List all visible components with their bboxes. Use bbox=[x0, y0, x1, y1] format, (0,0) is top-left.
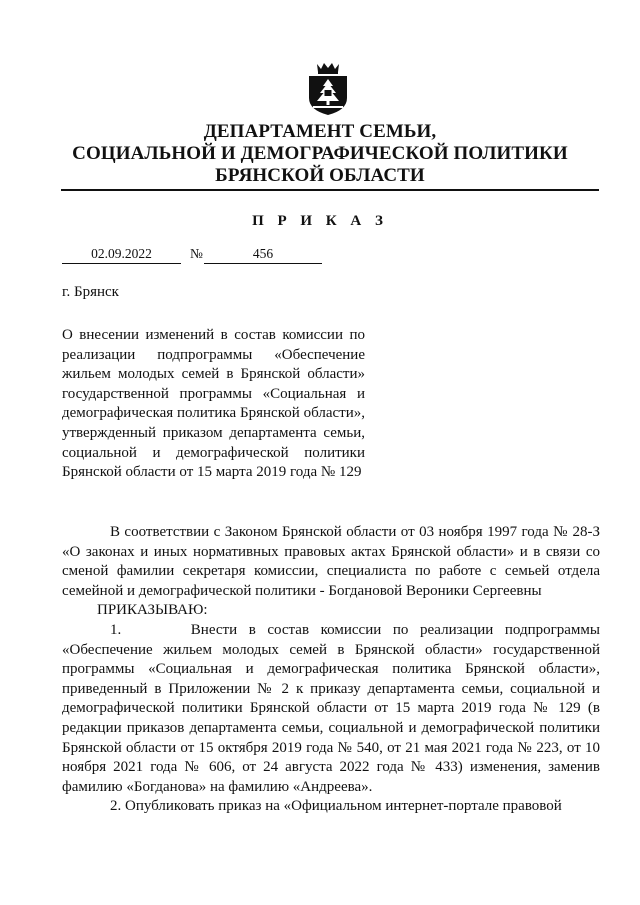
order-subject: О внесении изменений в состав комиссии по реализации подпрограммы «Обеспечение жильем молодых семей в Брянской области» государственной программы «Социальная и демографическая политика Брянской области», утвержденный приказом департамента семьи, социальной и демографической политики Брянской области от 15 марта 2019 года № 129 bbox=[62, 327, 365, 481]
preamble-paragraph: В соответствии с Законом Брянской области от 03 ноября 1997 года № 28-З «О законах и иных нормативных правовых актах Брянской области» и в связи со сменой фамилии секретаря комиссии, специалиста по работе с семьей отдела семейной и демографической политики - Богдановой Вероники Сергеевны bbox=[62, 524, 600, 599]
bryansk-coat-of-arms-icon bbox=[305, 60, 351, 116]
order-city: г. Брянск bbox=[62, 284, 119, 300]
order-date: 02.09.2022 bbox=[62, 246, 181, 264]
department-name-line1: ДЕПАРТАМЕНТ СЕМЬИ, bbox=[203, 121, 437, 142]
department-name-line2: СОЦИАЛЬНОЙ И ДЕМОГРАФИЧЕСКОЙ ПОЛИТИКИ bbox=[72, 143, 568, 164]
department-name-line3: БРЯНСКОЙ ОБЛАСТИ bbox=[215, 165, 425, 186]
order-title: П Р И К А З bbox=[252, 213, 388, 229]
order-number-sign: № bbox=[190, 246, 203, 261]
header-divider bbox=[61, 189, 599, 191]
order-number: 456 bbox=[204, 246, 322, 264]
order-body bbox=[62, 523, 604, 817]
prikazyvayu-heading: ПРИКАЗЫВАЮ: bbox=[97, 602, 208, 619]
order-item-2: 2. Опубликовать приказ на «Официальном интернет-портале правовой bbox=[110, 798, 562, 815]
order-item-1: 1. Внести в состав комиссии по реализации подпрограммы «Обеспечение жильем молодых семей в Брянской области» государственной программы «Социальная и демографическая политика Брянской области», приведенный в Приложении № 2 к приказу департамента семьи, социальной и демографической политики Брянской области от 15 марта 2019 года № 129 (в редакции приказов департамента семьи, социальной и демографической политики Брянской области от 15 октября 2019 года № 540, от 21 мая 2021 года № 223, от 10 ноября 2021 года № 606, от 24 августа 2022 года № 433) изменения, заменив фамилию «Богданова» на фамилию «Андреева». bbox=[62, 621, 604, 795]
